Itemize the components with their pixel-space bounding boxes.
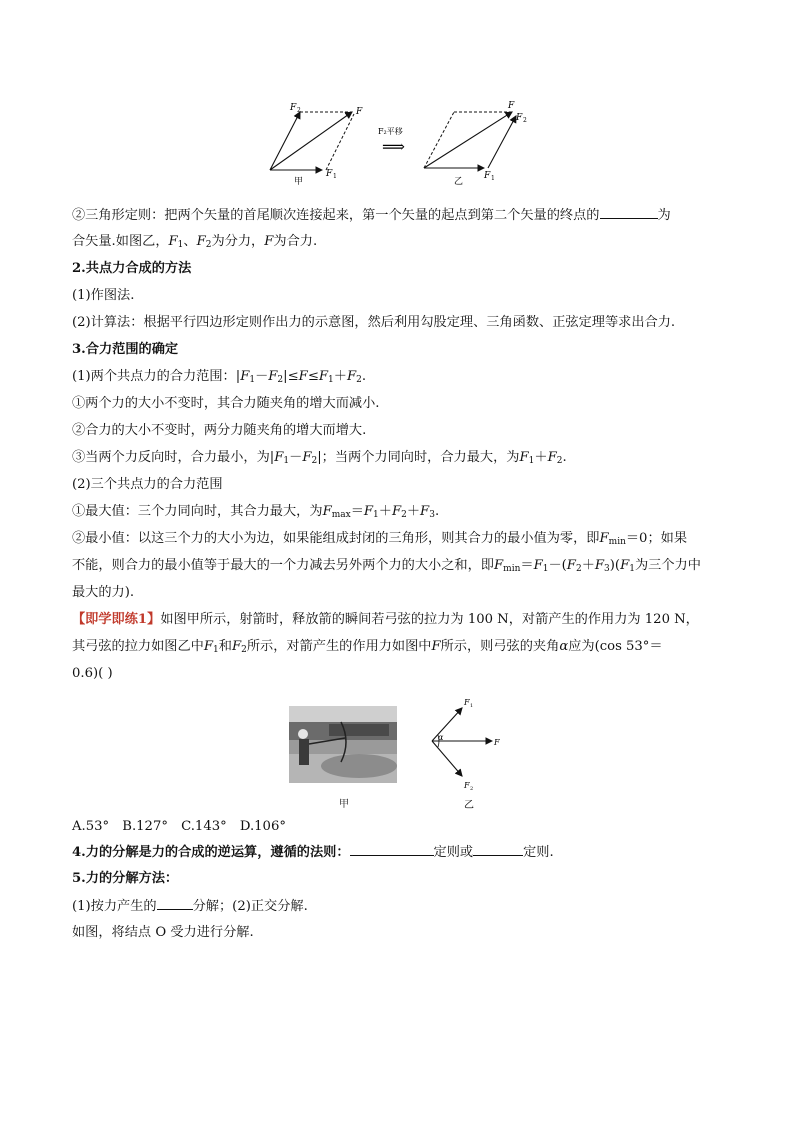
label-f2: F xyxy=(464,781,470,790)
text: 为分力， xyxy=(211,234,265,249)
text: . xyxy=(562,450,567,465)
sub: 1 xyxy=(283,456,290,466)
text: 其弓弦的拉力如图乙中 xyxy=(72,639,204,654)
practice-options: A.53° B.127° C.143° D.106° xyxy=(72,819,286,834)
answer-blank-1[interactable] xyxy=(600,206,658,219)
text: 为三个力中 xyxy=(634,558,701,573)
var-f: F xyxy=(264,234,274,249)
sub: 2 xyxy=(401,510,407,520)
text: － xyxy=(255,369,269,384)
label-f1-left: F xyxy=(326,169,333,179)
var-f3: F xyxy=(420,504,430,519)
text: 分解；(2)正交分解. xyxy=(192,899,308,914)
label-f-left: F xyxy=(356,107,363,117)
triangle-rule-text: ②三角形定则：把两个矢量的首尾顺次连接起来，第一个矢量的起点到第二个矢量的终点的 xyxy=(72,208,600,223)
section-3-min-line2 xyxy=(72,557,722,578)
parallelogram-triangle-figure xyxy=(258,98,538,186)
section-3-heading: 3.合力范围的确定 xyxy=(72,342,179,357)
triangle-right xyxy=(424,101,527,182)
arrow-f2 xyxy=(432,741,462,776)
text: 为合力. xyxy=(273,234,318,249)
practice-line3: 0.6)( ) xyxy=(72,666,113,681)
var-f2: F xyxy=(547,450,557,465)
arrow-f1 xyxy=(432,708,462,741)
caption-yi: 乙 xyxy=(454,177,464,186)
var-f: F xyxy=(599,531,609,546)
section-3-min-line3: 最大的力). xyxy=(72,585,135,600)
label-f-right: F xyxy=(508,101,515,111)
var-f1: F xyxy=(274,450,284,465)
sub: 2 xyxy=(311,456,318,466)
sub: min xyxy=(608,537,626,547)
text: 所示，对箭产生的作用力如图中 xyxy=(246,639,432,654)
practice-tag: 【即学即练1】 xyxy=(72,612,161,627)
label-f1: F xyxy=(464,698,470,707)
caption-jia: 甲 xyxy=(294,177,304,186)
label-f: F xyxy=(494,738,500,747)
sub: 1 xyxy=(213,645,219,655)
section-3-max xyxy=(72,503,722,524)
var-f2: F xyxy=(391,504,402,519)
var-f: F xyxy=(431,639,441,654)
var-f2: F xyxy=(566,558,576,573)
var-f2: F xyxy=(302,450,312,465)
var-f1: F xyxy=(519,450,529,465)
text: － xyxy=(289,450,303,465)
text: )( xyxy=(609,558,621,573)
section-2-item-1: (1)作图法. xyxy=(72,288,135,303)
var-f2: F xyxy=(231,639,242,654)
sub: 1 xyxy=(528,456,535,466)
var-f1: F xyxy=(533,558,543,573)
text: (1)按力产生的 xyxy=(72,899,157,914)
text: ＝0；如果 xyxy=(625,531,688,546)
var-f1: F xyxy=(240,369,250,384)
var-f2: F xyxy=(268,369,278,384)
text: ≤ xyxy=(307,369,319,384)
sub-2: 2 xyxy=(470,786,474,792)
text: . xyxy=(434,504,440,519)
section-5-heading: 5.力的分解方法： xyxy=(72,871,179,886)
text: ②最小值：以这三个力的大小为边，如果能组成封闭的三角形，则其合力的最小值为零，即 xyxy=(72,531,600,546)
var-f: F xyxy=(322,504,332,519)
section-3-point-1: ①两个力的大小不变时，其合力随夹角的增大而减小. xyxy=(72,396,380,411)
practice-line1 xyxy=(72,611,722,629)
label-f2-right: F xyxy=(516,113,523,123)
var-f1: F xyxy=(318,369,329,384)
sub-1-right: 1 xyxy=(491,175,495,182)
sub: 1 xyxy=(542,564,549,574)
text: ③当两个力反向时，合力最小，为| xyxy=(72,450,275,465)
answer-blank-2[interactable] xyxy=(350,843,434,856)
section-3-point-2: ②合力的大小不变时，两分力随夹角的增大而增大. xyxy=(72,423,367,438)
text: 和 xyxy=(218,639,232,654)
var-alpha: α xyxy=(559,639,569,654)
text: |≤ xyxy=(283,369,299,384)
text: (1)两个共点力的合力范围：| xyxy=(72,369,241,384)
text: 所示，则弓弦的夹角 xyxy=(440,639,560,654)
sub-1: 1 xyxy=(470,703,474,709)
text: ＋ xyxy=(534,450,548,465)
text: 合矢量.如图乙， xyxy=(72,234,169,249)
photo-caption: 甲 xyxy=(339,799,349,810)
text: . xyxy=(361,369,367,384)
sub: min xyxy=(503,564,521,574)
practice-line2 xyxy=(72,638,722,659)
text: 定则或 xyxy=(433,845,474,860)
sub: 2 xyxy=(356,375,362,385)
parallelogram-left xyxy=(270,103,363,180)
text: ＋ xyxy=(333,369,347,384)
text: 定则. xyxy=(523,845,554,860)
sub: 2 xyxy=(205,240,212,250)
sub-2-right: 2 xyxy=(523,117,527,124)
section-4-text xyxy=(72,843,722,862)
text: ＝ xyxy=(520,558,534,573)
text: 不能，则合力的最小值等于最大的一个力减去另外两个力的大小之和，即 xyxy=(72,558,494,573)
text: ＋ xyxy=(581,558,595,573)
var-f1: F xyxy=(363,504,374,519)
var-f: F xyxy=(298,369,308,384)
label-alpha: α xyxy=(438,733,444,742)
implies-arrow-icon: ⟹ xyxy=(382,137,405,156)
section-2-item-2: (2)计算法：根据平行四边形定则作出力的示意图，然后利用勾股定理、三角函数、正弦定理等求出合力. xyxy=(72,315,676,330)
label-f1-right: F xyxy=(484,171,491,181)
sub: 2 xyxy=(556,456,563,466)
triangle-rule-line1 xyxy=(72,206,722,225)
bow-force-diagram xyxy=(420,694,520,816)
text: |；当两个力同向时，合力最大，为 xyxy=(317,450,520,465)
text: ＝ xyxy=(350,504,364,519)
text: 如图甲所示，射箭时，释放箭的瞬间若弓弦的拉力为 100 N，对箭产生的作用力为 120 N， xyxy=(160,612,699,627)
diagram-caption: 乙 xyxy=(464,800,474,811)
triangle-rule-line2 xyxy=(72,233,722,254)
section-3-item-1 xyxy=(72,368,722,389)
var-f2: F xyxy=(346,369,357,384)
text: ＋ xyxy=(406,504,421,519)
var-f2: F xyxy=(196,234,206,249)
translate-label: F₂平移 xyxy=(378,127,403,136)
sub: 2 xyxy=(277,375,284,385)
sub: 3 xyxy=(604,564,610,574)
text: ①最大值：三个力同向时，其合力最大，为 xyxy=(72,504,323,519)
text: 4.力的分解是力的合成的逆运算，遵循的法则： xyxy=(72,845,350,860)
var-f1: F xyxy=(203,639,214,654)
section-3-item-2: (2)三个共点力的合力范围 xyxy=(72,477,223,492)
sub: 2 xyxy=(575,564,582,574)
section-2-heading: 2.共点力合成的方法 xyxy=(72,261,192,276)
text: 应为(cos 53°＝ xyxy=(568,639,663,654)
sub: 1 xyxy=(177,240,184,250)
answer-blank-4[interactable] xyxy=(157,897,193,910)
sub: 1 xyxy=(629,564,635,574)
text: ＋ xyxy=(378,504,392,519)
triangle-rule-text-2: 为 xyxy=(657,208,671,223)
sub: 1 xyxy=(249,375,256,385)
section-3-point-3 xyxy=(72,449,722,470)
archer-photo xyxy=(289,706,397,783)
answer-blank-3[interactable] xyxy=(473,843,523,856)
label-f2-left: F xyxy=(290,103,297,113)
var-f1: F xyxy=(620,558,630,573)
sub: 2 xyxy=(241,645,247,655)
var-f3: F xyxy=(594,558,605,573)
sub: 3 xyxy=(429,510,435,520)
sub: 1 xyxy=(328,375,334,385)
section-5-item-2: 如图，将结点 O 受力进行分解. xyxy=(72,925,254,940)
sub-2-left: 2 xyxy=(297,107,301,114)
section-5-item-1 xyxy=(72,897,722,916)
var-f1: F xyxy=(168,234,178,249)
text: 、 xyxy=(183,234,197,249)
sub: 1 xyxy=(373,510,379,520)
section-3-min-line1 xyxy=(72,530,722,551)
var-f: F xyxy=(494,558,504,573)
text: －( xyxy=(548,558,567,573)
sub: max xyxy=(331,510,351,520)
sub-1-left: 1 xyxy=(333,173,337,180)
